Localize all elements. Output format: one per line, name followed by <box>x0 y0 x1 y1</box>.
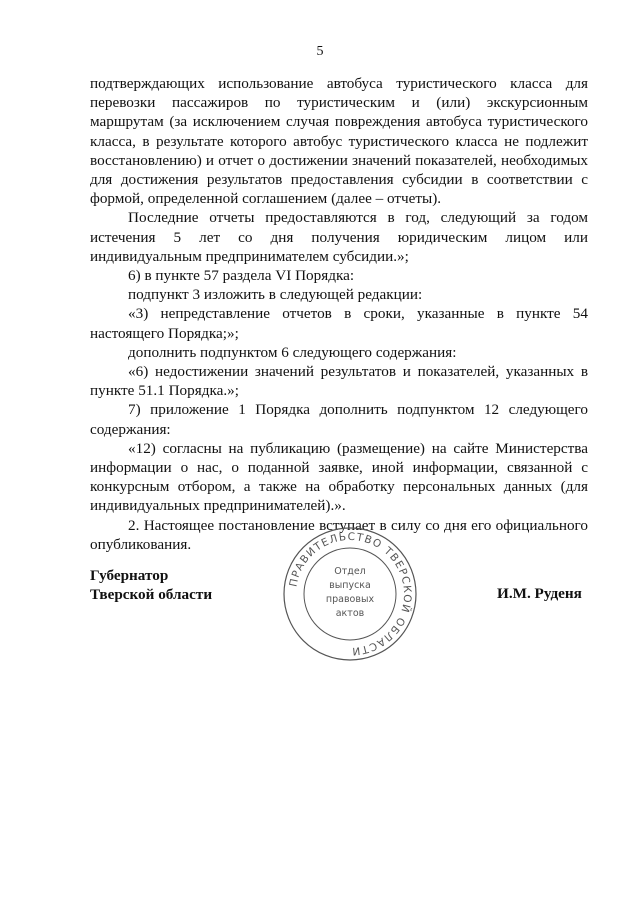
paragraph: «12) согласны на публикацию (размещение) на сайте Министерства информации о нас, о поданной заявке, иной информации, связанной с конкурсным отбором, а также на обработку персональных данных (для индивидуальных предпринимателей).». <box>90 439 588 515</box>
paragraph: подпункт 3 изложить в следующей редакции: <box>128 286 423 304</box>
paragraph: «6) недостижении значений результатов и показателей, указанных в пункте 51.1 Порядка.»; <box>90 363 588 400</box>
paragraph: дополнить подпунктом 6 следующего содержания: <box>128 343 457 361</box>
signature-name: И.М. Руденя <box>497 585 582 602</box>
paragraph: 7) приложение 1 Порядка дополнить подпунктом 12 следующего содержания: <box>90 401 588 438</box>
paragraph: 6) в пункте 57 раздела VI Порядка: <box>128 267 355 285</box>
signature-region: Тверской области <box>90 586 213 603</box>
stamp-line: актов <box>335 608 365 619</box>
paragraph: 2. Настоящее постановление вступает в силу со дня его официального опубликования. <box>90 516 588 553</box>
paragraph: «3) непредставление отчетов в сроки, указанные в пункте 54 настоящего Порядка;»; <box>90 305 588 342</box>
page-number: 5 <box>316 44 324 59</box>
stamp-line: Отдел <box>334 566 366 577</box>
paragraph: Последние отчеты предоставляются в год, следующий за годом истечения 5 лет со дня получения юридическим лицом или индивидуальным предпринимателем субсидии.»; <box>90 209 588 265</box>
stamp-line: правовых <box>325 594 375 605</box>
stamp-line: выпуска <box>329 580 371 591</box>
official-stamp <box>282 526 418 662</box>
document-body <box>90 74 588 554</box>
stamp-ring-text: ПРАВИТЕЛЬСТВО ТВЕРСКОЙ ОБЛАСТИ <box>287 530 414 658</box>
paragraph: подтверждающих использование автобуса туристического класса для перевозки пассажиров по туристическим и (или) экскурсионным маршрутам (за исключением случая повреждения автобуса туристического класса, в результате которого автобус туристического класса не подлежит восстановлению) и отчет о достижении значений показателей, необходимых для достижения результатов предоставления субсидии в соответствии с формой, определенной соглашением (далее – отчеты). <box>90 75 588 208</box>
signature-position <box>90 566 212 604</box>
signature-title: Губернатор <box>90 567 169 584</box>
